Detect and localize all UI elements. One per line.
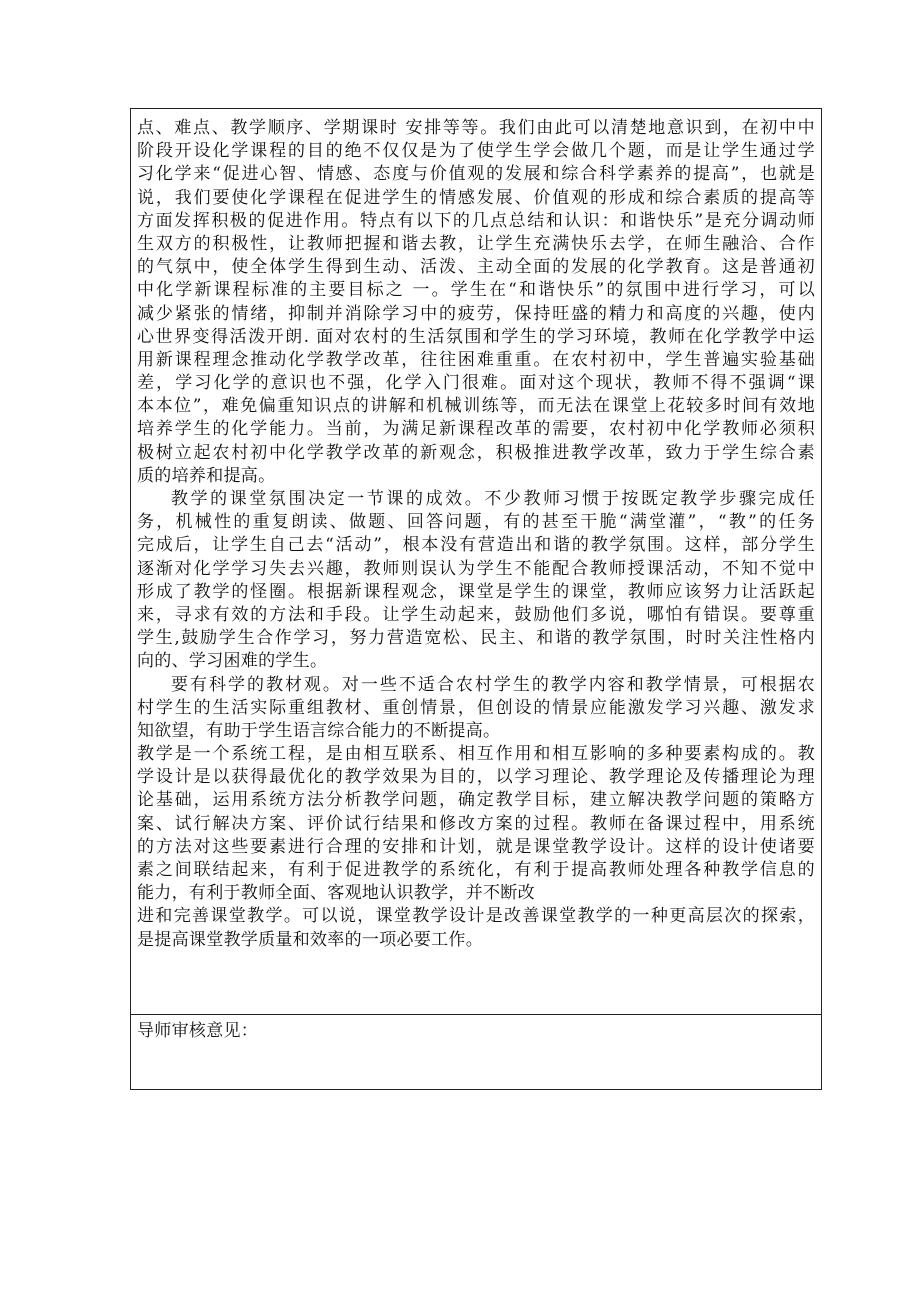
text-line: 本本位”，难免偏重知识点的讲解和机械训练等，而无法在课堂上花较多时间有效地: [137, 396, 815, 417]
text-line: 教学是一个系统工程，是由相互联系、相互作用和相互影响的多种要素构成的。教: [137, 744, 815, 765]
text-line: 知欲望，有助于学生语言综合能力的不断提高。: [137, 720, 501, 741]
text-line: 素之间联结起来，有利于促进教学的系统化，有利于提高教师处理各种教学信息的: [137, 860, 815, 880]
text-line: 用新课程理念推动化学教学改革，往往困难重重。在农村初中，学生普遍实验基础: [137, 349, 815, 370]
text-line: 培养学生的化学能力。当前，为满足新课程改革的需要，农村初中化学教师必须积: [137, 419, 815, 440]
text-line: 论基础，运用系统方法分析教学问题，确定教学目标，建立解决教学问题的策略方: [137, 790, 815, 811]
text-line: 点、难点、教学顺序、学期课时 安排等等。我们由此可以清楚地意识到，在初中中: [137, 118, 815, 138]
text-line: 逐渐对化学学习失去兴趣，教师则误认为学生不能配合教师授课活动，不知不觉中: [137, 558, 815, 579]
text-line: 要有科学的教材观。对一些不适合农村学生的教学内容和教学情景，可根据农: [171, 674, 815, 695]
text-line: 务，机械性的重复朗读、做题、回答问题，有的甚至干脆“满堂灌”，“教”的任务: [137, 512, 815, 533]
text-line: 教学的课堂氛围决定一节课的成效。不少教师习惯于按既定教学步骤完成任: [171, 489, 815, 509]
text-line: 形成了教学的怪圈。根据新课程观念，课堂是学生的课堂，教师应该努力让活跃起: [137, 581, 815, 602]
text-line: 来，寻求有效的方法和手段。让学生动起来，鼓励他们多说，哪怕有错误。要尊重: [137, 604, 815, 625]
form-table: [130, 108, 822, 1090]
text-line: 的气氛中，使全体学生得到生动、活泼、主动全面的发展的化学教育。这是普通初: [137, 257, 815, 278]
text-line: 村学生的生活实际重组教材、重创情景，但创设的情景应能激发学习兴趣、激发求: [137, 697, 815, 718]
text-line: 差，学习化学的意识也不强，化学入门很难。面对这个现状，教师不得不强调“课: [137, 373, 815, 394]
text-line: 极树立起农村初中化学教学改革的新观念，积极推进教学改革，致力于学生综合素: [137, 442, 815, 463]
text-line: 习化学来“促进心智、情感、态度与价值观的发展和综合科学素养的提高”，也就是: [137, 164, 815, 185]
review-cell: [131, 1015, 821, 1089]
text-line: 质的培养和提高。: [137, 465, 276, 486]
text-line: 心世界变得活泼开朗. 面对农村的生活氛围和学生的学习环境，教师在化学教学中运: [137, 326, 815, 347]
text-line: 完成后，让学生自己去“活动”，根本没有营造出和谐的教学氛围。这样，部分学生: [137, 535, 815, 556]
text-line: 的方法对这些要素进行合理的安排和计划，就是课堂教学设计。这样的设计使诸要: [137, 836, 815, 857]
review-label: 导师审核意见：: [137, 1021, 259, 1041]
text-line: 向的、学习困难的学生。: [137, 651, 328, 672]
text-line: 案、试行解决方案、评价试行结果和修改方案的过程。教师在备课过程中，用系统: [137, 813, 815, 834]
text-line: 方面发挥积极的促进作用。特点有以下的几点总结和认识：和谐快乐”是充分调动师: [137, 210, 815, 231]
text-line: 学生,鼓励学生合作学习，努力营造宽松、民主、和谐的教学氛围，时时关注性格内: [137, 628, 815, 649]
content-cell: [131, 109, 821, 1015]
text-line: 阶段开设化学课程的目的绝不仅仅是为了使学生学会做几个题，而是让学生通过学: [137, 141, 815, 162]
text-line: 能力，有利于教师全面、客观地认识教学，并不断改: [137, 883, 535, 904]
text-line: 说，我们要使化学课程在促进学生的情感发展、价值观的形成和综合素质的提高等: [137, 187, 815, 208]
text-line: 生双方的积极性，让教师把握和谐去教，让学生充满快乐去学，在师生融洽、合作: [137, 233, 815, 254]
text-line: 减少紧张的情绪，抑制并消除学习中的疲劳，保持旺盛的精力和高度的兴趣，使内: [137, 303, 815, 324]
text-line: 中化学新课程标准的主要目标之 一。学生在“和谐快乐”的氛围中进行学习，可以: [137, 280, 815, 301]
text-line: 进和完善课堂教学。可以说，课堂教学设计是改善课堂教学的一种更高层次的探索，: [137, 906, 815, 927]
text-line: 是提高课堂教学质量和效率的一项必要工作。: [137, 929, 483, 950]
text-line: 学设计是以获得最优化的教学效果为目的，以学习理论、教学理论及传播理论为理: [137, 767, 815, 788]
body-text: [131, 109, 821, 952]
